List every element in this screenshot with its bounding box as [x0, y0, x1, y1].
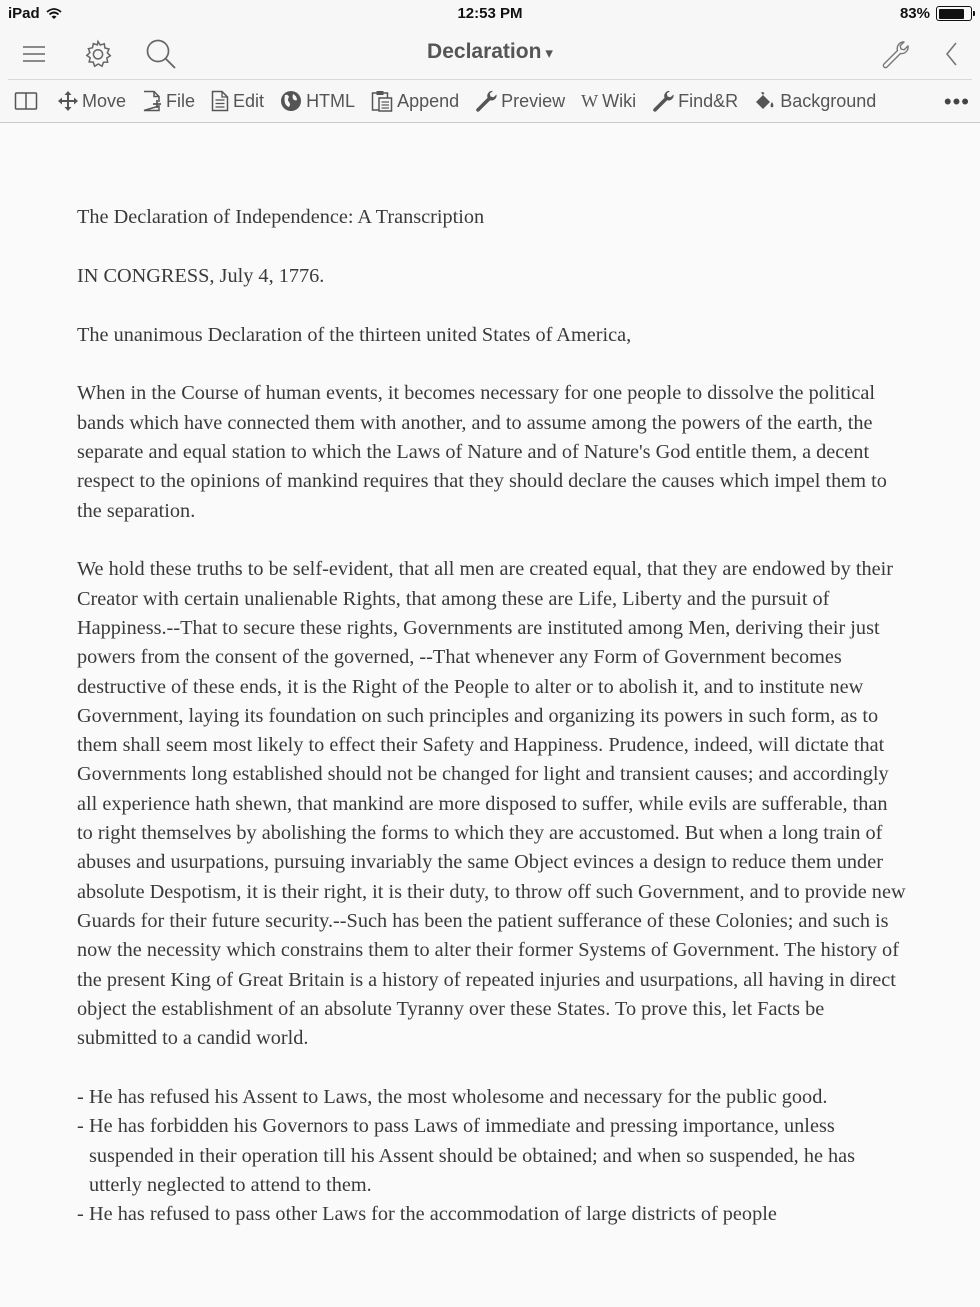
toolbar-background-label: Background — [780, 90, 877, 111]
toolbar-background-button[interactable] — [754, 91, 876, 112]
toolbar-wiki-label: Wiki — [602, 90, 637, 111]
clipboard-icon — [371, 90, 393, 112]
list-item — [77, 1083, 907, 1112]
wiki-icon: W — [581, 90, 599, 111]
more-options-icon[interactable]: ••• — [943, 89, 970, 114]
toolbar-findreplace-button[interactable] — [652, 90, 738, 112]
document-congress-line: IN CONGRESS, July 4, 1776. — [77, 264, 325, 287]
list-item-text: He has forbidden his Governors to pass Laws of immediate and pressing importance, unless suspended in their operation till his Assent should be obtained; and when so suspended, he has utterly neglected to attend to them. — [89, 1115, 856, 1196]
toolbar-file-button[interactable] — [142, 90, 195, 112]
toolbar-html-label: HTML — [306, 90, 356, 111]
toolbar-move-label: Move — [82, 90, 127, 111]
toolbar-move-button[interactable] — [58, 91, 126, 112]
toolbar-preview-button[interactable] — [475, 90, 565, 112]
wrench-icon — [475, 90, 497, 112]
document-subtitle: The unanimous Declaration of the thirteen united States of America, — [77, 323, 632, 346]
document-paragraph-1: When in the Course of human events, it becomes necessary for one people to dissolve the political bands which have connected them with another, and to assume among the powers of the earth, the separate and equal station to which the Laws of Nature and of Nature's God entitle them, a decent respect to the opinions of mankind requires that they should declare the causes which impel them to the separation. — [77, 382, 887, 522]
document-paragraph-2: We hold these truths to be self-evident, that all men are created equal, that they are endowed by their Creator with certain unalienable Rights, that among these are Life, Liberty and the pursuit of Happiness.--That to secure these rights, Governments are instituted among Men, deriving their just powers from the consent of the governed, --That whenever any Form of Government becomes destructive of these ends, it is the Right of the People to alter or to abolish it, and to institute new Government, laying its foundation on such principles and organizing its powers in such form, as to them shall seem most likely to effect their Safety and Happiness. Prudence, indeed, will dictate that Governments long established should not be changed for light and transient causes; and accordingly all experience hath shewn, that mankind are more disposed to suffer, while evils are sufferable, than to right themselves by abolishing the forms to which they are accustomed. But when a long train of abuses and usurpations, pursuing invariably the same Object evinces a design to reduce them under absolute Despotism, it is their right, it is their duty, to throw off such Government, and to provide new Guards for their future security.--Such has been the patient sufferance of these Colonies; and such is now the necessity which constrains them to alter their former Systems of Government. The history of the present King of Great Britain is a history of repeated injuries and usurpations, all having in direct object the establishment of an absolute Tyranny over these States. To prove this, let Facts be submitted to a candid world. — [77, 558, 906, 1050]
list-item-text: He has refused his Assent to Laws, the most wholesome and necessary for the public good. — [89, 1085, 828, 1108]
nav-title-text: Declaration — [427, 40, 542, 63]
battery-percent: 83% — [899, 5, 930, 22]
document-heading: The Declaration of Independence: A Transcription — [77, 206, 485, 228]
battery-tip — [973, 11, 976, 16]
edit-icon — [211, 90, 229, 112]
navigation-bar — [0, 28, 980, 80]
battery-icon — [936, 6, 972, 21]
toolbar-append-button[interactable] — [371, 90, 459, 112]
toolbar-wiki-button[interactable] — [581, 91, 636, 112]
list-item — [77, 1200, 907, 1229]
chevron-down-icon: ▾ — [545, 45, 553, 62]
toolbar-file-label: File — [166, 90, 196, 111]
file-icon — [142, 90, 162, 112]
toolbar-book-button[interactable] — [14, 91, 38, 111]
document-body[interactable] — [77, 203, 907, 1229]
toolbar-preview-label: Preview — [501, 90, 566, 111]
toolbar — [0, 80, 980, 123]
bullet-dash: - — [77, 1115, 84, 1138]
list-item-text: He has refused to pass other Laws for the accommodation of large districts of people — [89, 1203, 777, 1226]
status-right — [900, 5, 972, 22]
toolbar-html-button[interactable] — [280, 90, 355, 112]
bullet-dash: - — [77, 1085, 84, 1108]
device-label: iPad — [8, 5, 40, 22]
toolbar-findreplace-label: Find&R — [678, 90, 739, 111]
battery-fill — [939, 9, 965, 19]
move-icon — [58, 91, 78, 111]
globe-icon — [280, 90, 302, 112]
status-time: 12:53 PM — [457, 5, 523, 22]
back-chevron-icon[interactable] — [936, 38, 968, 70]
wrench-icon[interactable] — [879, 38, 911, 70]
background-icon — [754, 91, 776, 111]
list-item — [77, 1112, 907, 1200]
toolbar-edit-label: Edit — [233, 90, 265, 111]
book-icon — [14, 91, 38, 111]
wrench-icon — [652, 90, 674, 112]
status-bar — [0, 0, 980, 28]
toolbar-edit-button[interactable] — [211, 90, 264, 112]
toolbar-append-label: Append — [397, 90, 460, 111]
bullet-dash: - — [77, 1203, 84, 1226]
document-title-button[interactable] — [0, 40, 980, 64]
